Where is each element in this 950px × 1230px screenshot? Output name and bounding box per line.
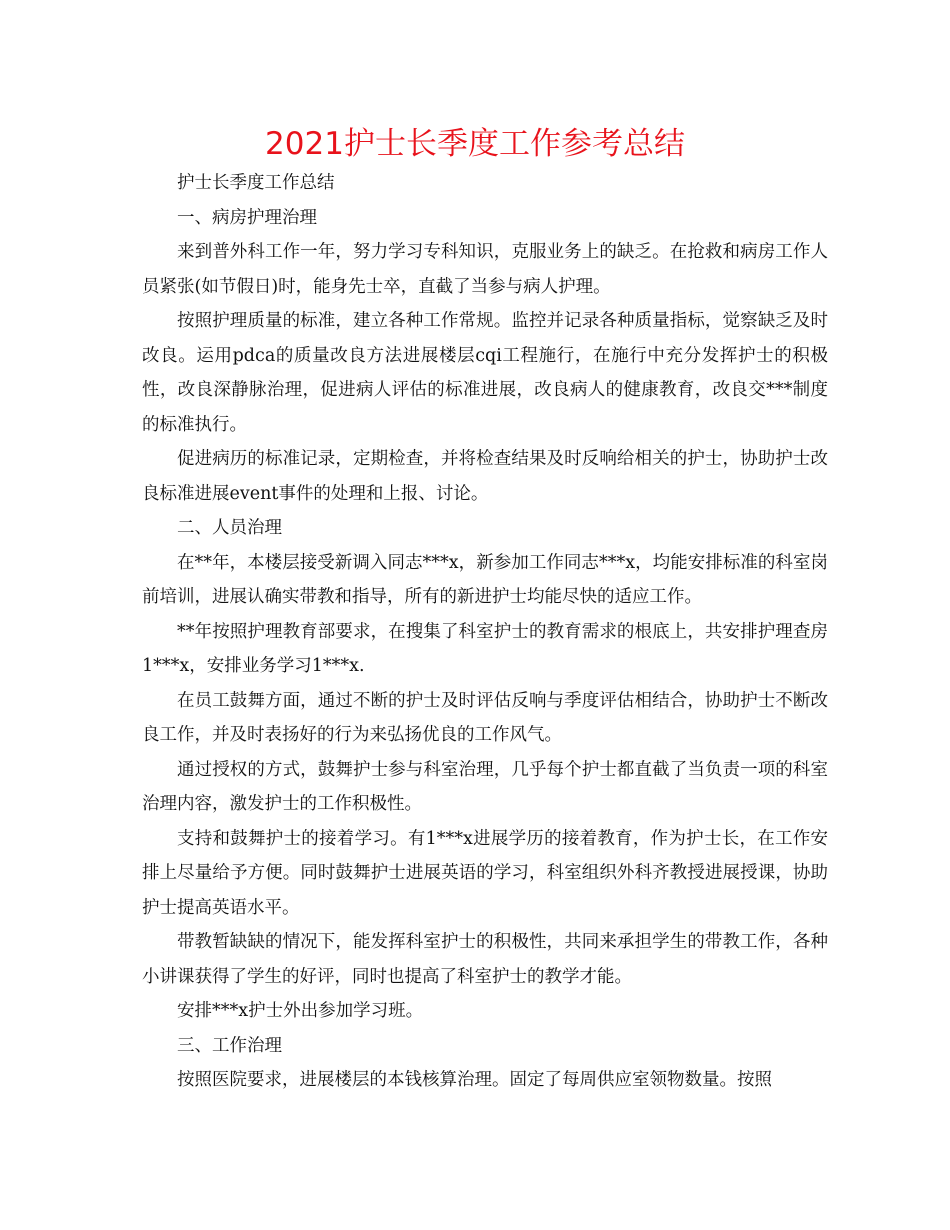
paragraph: 带教暂缺缺的情况下，能发挥科室护士的积极性，共同来承担学生的带教工作，各种小讲课获得了学生的好评，同时也提高了科室护士的教学才能。 — [142, 932, 828, 987]
paragraph: 在**年，本楼层接受新调入同志***x，新参加工作同志***x，均能安排标准的科室岗前培训，进展认确实带教和指导，所有的新进护士均能尽快的适应工作。 — [142, 552, 828, 607]
section-heading-personnel-management: 二、人员治理 — [177, 518, 282, 538]
paragraph: 安排***x护士外出参加学习班。 — [177, 1001, 424, 1021]
section-heading-ward-management: 一、病房护理治理 — [177, 207, 317, 228]
document-body — [142, 166, 828, 1098]
paragraph: 通过授权的方式，鼓舞护士参与科室治理，几乎每个护士都直截了当负责一项的科室治理内容，激发护士的工作积极性。 — [142, 759, 828, 814]
paragraph-subtitle: 护士长季度工作总结 — [177, 173, 335, 193]
document-title: 2021护士长季度工作参考总结 — [265, 126, 685, 162]
paragraph: 按照护理质量的标准，建立各种工作常规。监控并记录各种质量指标，觉察缺乏及时改良。运用pdca的质量改良方法进展楼层cqi工程施行，在施行中充分发挥护士的积极性，改良深静脉治理，促进病人评估的标准进展，改良病人的健康教育，改良交***制度的标准执行。 — [142, 311, 828, 435]
paragraph: 在员工鼓舞方面，通过不断的护士及时评估反响与季度评估相结合，协助护士不断改良工作，并及时表扬好的行为来弘扬优良的工作风气。 — [142, 690, 828, 745]
paragraph: 按照医院要求，进展楼层的本钱核算治理。固定了每周供应室领物数量。按照 — [177, 1070, 772, 1090]
paragraph: 支持和鼓舞护士的接着学习。有1***x进展学历的接着教育，作为护士长，在工作安排上尽量给予方便。同时鼓舞护士进展英语的学习，科室组织外科齐教授进展授课，协助护士提高英语水平。 — [142, 828, 828, 918]
paragraph: **年按照护理教育部要求，在搜集了科室护士的教育需求的根底上，共安排护理查房1***x，安排业务学习1***x. — [142, 621, 828, 676]
paragraph: 来到普外科工作一年，努力学习专科知识，克服业务上的缺乏。在抢救和病房工作人员紧张(如节假日)时，能身先士卒，直截了当参与病人护理。 — [142, 242, 828, 297]
section-heading-work-management: 三、工作治理 — [177, 1035, 282, 1056]
paragraph: 促进病历的标准记录，定期检查，并将检查结果及时反响给相关的护士，协助护士改良标准进展event事件的处理和上报、讨论。 — [142, 449, 828, 504]
